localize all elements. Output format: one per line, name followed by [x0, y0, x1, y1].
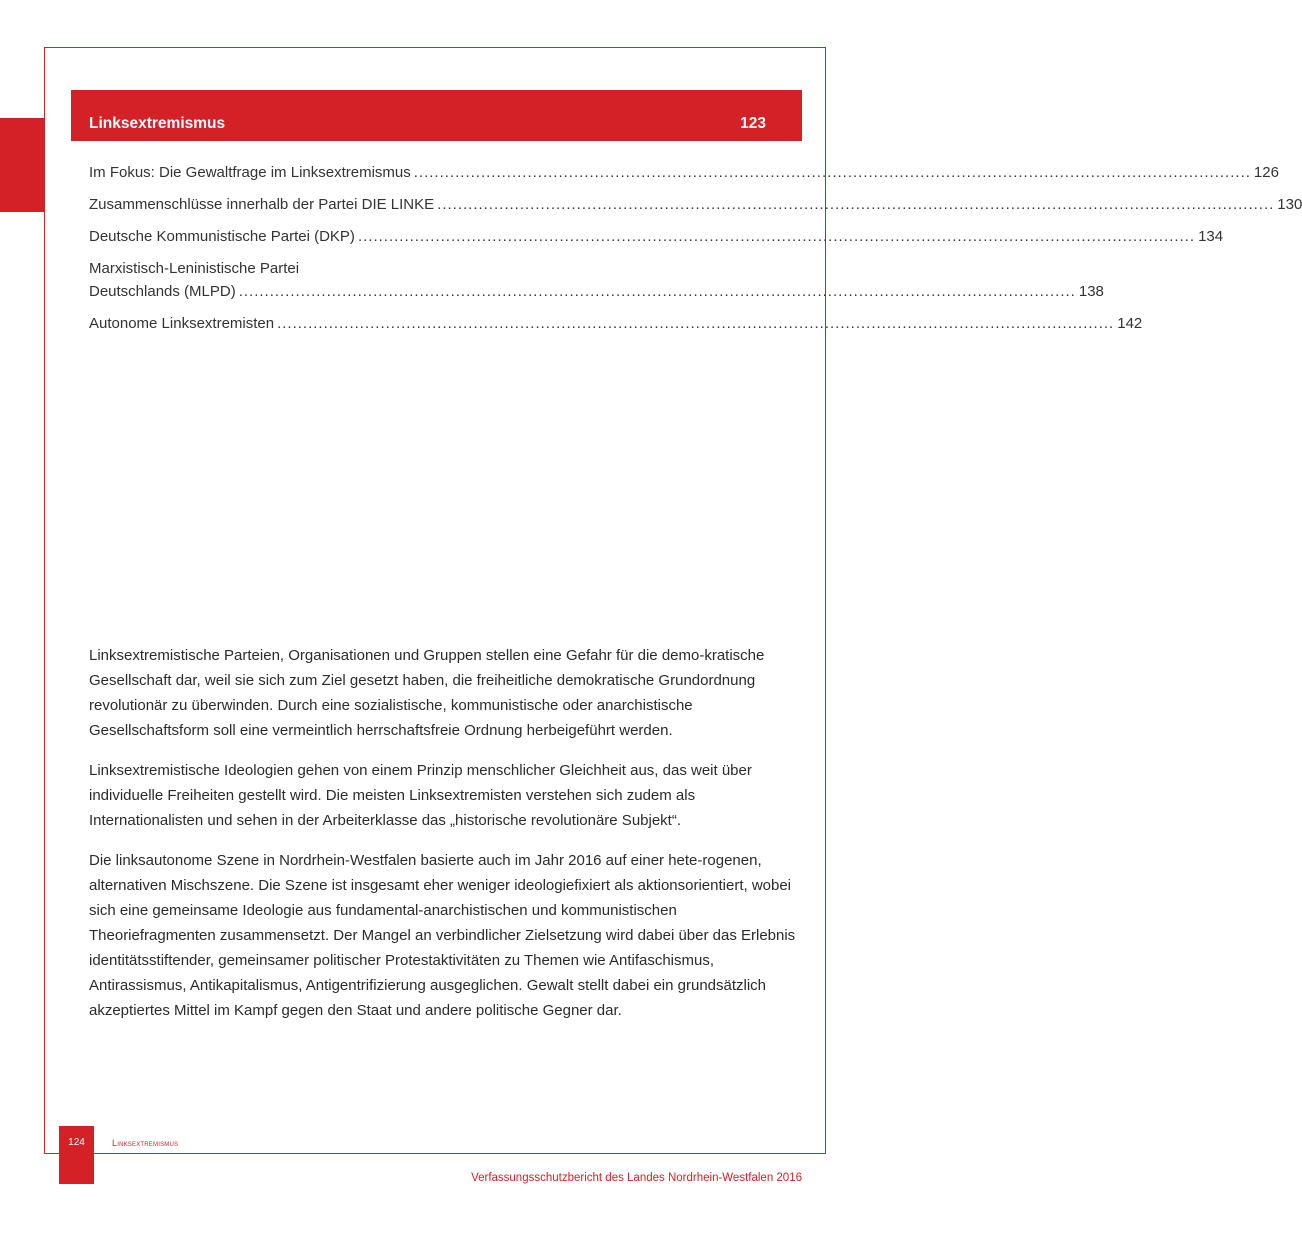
toc-entry-title: Im Fokus: Die Gewaltfrage im Linksextremismus: [89, 164, 411, 181]
toc-entry-title-line2: Deutschlands (MLPD): [89, 283, 236, 300]
toc-entry-title: Autonome Linksextremisten: [89, 315, 275, 332]
toc-leader-dots: ..................................................................................................................................................................: [357, 228, 1196, 245]
body-text: [89, 643, 801, 1038]
table-of-contents: [89, 161, 1302, 344]
toc-entry[interactable]: [89, 257, 1104, 303]
page-number: 124: [59, 1126, 94, 1184]
toc-entry-title-line1: Marxistisch-Leninistische Partei: [89, 260, 300, 277]
chapter-page: 123: [740, 115, 766, 132]
toc-entry[interactable]: [89, 225, 1224, 248]
running-head: Linksextremismus: [112, 1138, 179, 1148]
toc-entry-page: 142: [1117, 315, 1143, 332]
toc-leader-dots: ..................................................................................................................................................................: [413, 164, 1251, 181]
chapter-title: Linksextremismus: [89, 115, 226, 132]
toc-leader-dots: ..................................................................................................................................................................: [238, 283, 1076, 300]
toc-entry[interactable]: [89, 312, 1143, 335]
toc-leader-dots: ..................................................................................................................................................................: [277, 315, 1115, 332]
toc-entry-page: 126: [1253, 164, 1279, 181]
paragraph: Die linksautonome Szene in Nordrhein-Westfalen basierte auch im Jahr 2016 auf einer hete-rogenen, alternativen Mischszene. Die Szene ist insgesamt eher weniger ideologiefixiert als aktionsorientiert, wobei sich eine gemeinsame Ideologie aus fundamental-anarchistischen und kommunistischen Theoriefragmenten zusammensetzt. Der Mangel an verbindlicher Zielsetzung wird dabei über das Erlebnis identitätsstiftender, gemeinsamer politischer Protestaktivitäten zu Themen wie Antifaschismus, Antirassismus, Antikapitalismus, Antigentrifizierung ausgeglichen. Gewalt stellt dabei ein grundsätzlich akzeptiertes Mittel im Kampf gegen den Staat und andere politische Gegner dar.: [89, 852, 796, 1019]
toc-entry-page: 138: [1078, 283, 1104, 300]
toc-entry-page: 130: [1277, 196, 1302, 213]
toc-entry-title: Deutsche Kommunistische Partei (DKP): [89, 228, 355, 245]
paragraph: Linksextremistische Ideologien gehen von einem Prinzip menschlicher Gleichheit aus, das weit über individuelle Freiheiten gestellt wird. Die meisten Linksextremisten verstehen sich zudem als Internationalisten und sehen in der Arbeiterklasse das „historische revolutionäre Subjekt“.: [89, 762, 752, 829]
toc-entry-title: Zusammenschlüsse innerhalb der Partei DIE LINKE: [89, 196, 435, 213]
toc-leader-dots: ..................................................................................................................................................................: [437, 196, 1275, 213]
publication-footer: Verfassungsschutzbericht des Landes Nordrhein-Westfalen 2016: [471, 1172, 802, 1184]
paragraph: Linksextremistische Parteien, Organisationen und Gruppen stellen eine Gefahr für die demo-kratische Gesellschaft dar, weil sie sich zum Ziel gesetzt haben, die freiheitliche demokratische Grundordnung revolutionär zu überwinden. Durch eine sozialistische, kommunistische oder anarchistische Gesellschaftsform soll eine vermeintlich herrschaftsfreie Ordnung herbeigeführt werden.: [89, 647, 765, 739]
chapter-side-tab: [0, 118, 44, 212]
toc-entry[interactable]: [89, 161, 1279, 184]
toc-entry-page: 134: [1198, 228, 1224, 245]
chapter-header-bar: [71, 90, 802, 141]
toc-entry[interactable]: [89, 193, 1302, 216]
